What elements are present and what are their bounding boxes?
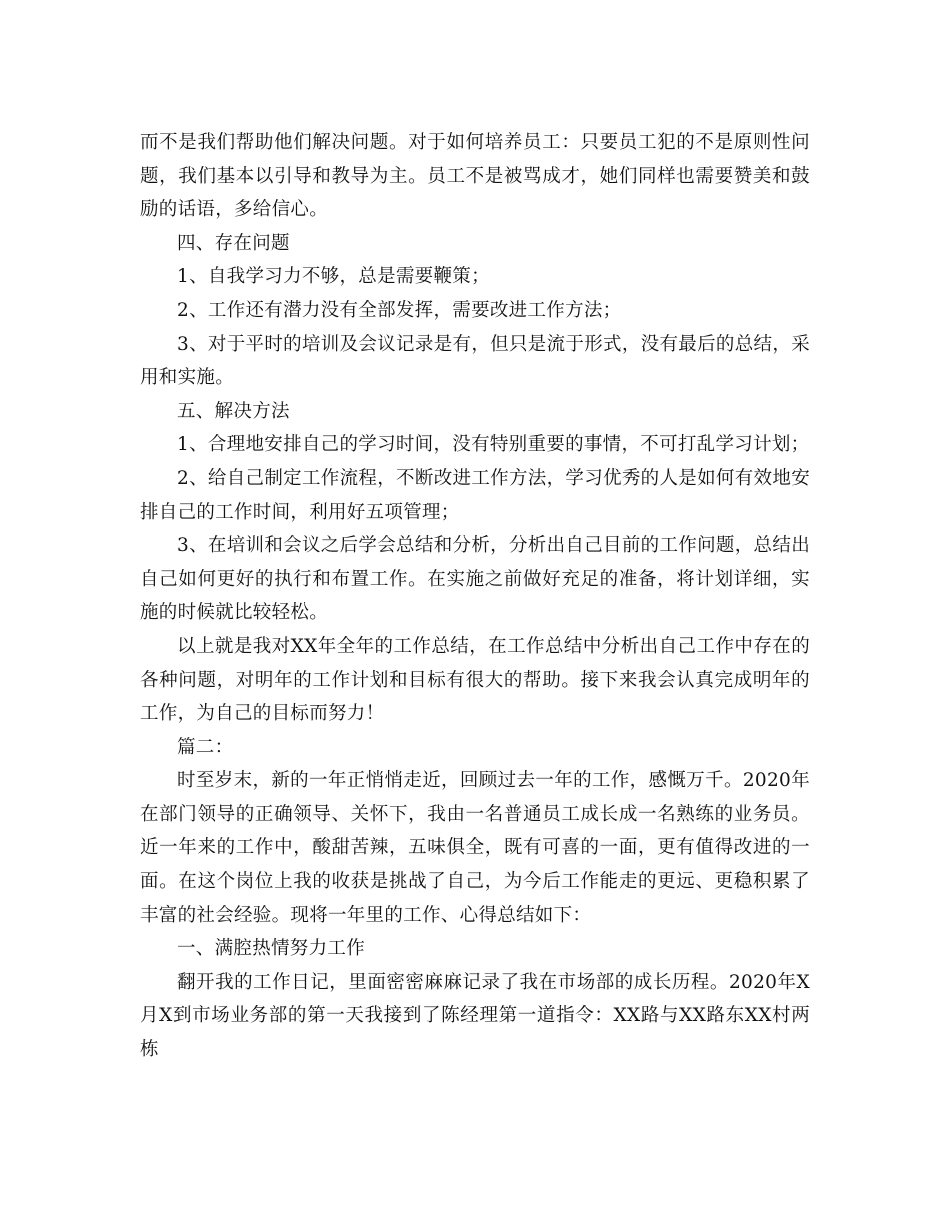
heading-enthusiastic-work: 一、满腔热情努力工作: [177, 938, 366, 960]
list-item-solution-3: 3、在培训和会议之后学会总结和分析，分析出自己目前的工作问题，总结出自己如何更好的执行和布置工作。在实施之前做好充足的准备，将计划详细，实施的时候就比较轻松。: [140, 535, 810, 624]
heading-solutions: 五、解决方法: [177, 400, 290, 422]
list-item-problem-3: 3、对于平时的培训及会议记录是有，但只是流于形式，没有最后的总结，采用和实施。: [140, 333, 810, 389]
paragraph-1: 而不是我们帮助他们解决问题。对于如何培养员工：只要员工犯的不是原则性问题，我们基本以引导和教导为主。员工不是被骂成才，她们同样也需要赞美和鼓励的话语，多给信心。: [140, 132, 810, 221]
paragraph-work-diary: 翻开我的工作日记，里面密密麻麻记录了我在市场部的成长历程。2020年X月X到市场业务部的第一天我接到了陈经理第一道指令：XX路与XX路东XX村两栋: [140, 971, 810, 1061]
heading-existing-problems: 四、存在问题: [177, 232, 290, 254]
list-item-problem-1: 1、自我学习力不够，总是需要鞭策；: [177, 266, 490, 288]
list-item-solution-1: 1、合理地安排自己的学习时间，没有特别重要的事情，不可打乱学习计划；: [177, 434, 810, 456]
section-title-part-two: 篇二：: [177, 736, 234, 758]
document-body: [140, 126, 810, 1067]
list-item-solution-2: 2、给自己制定工作流程，不断改进工作方法，学习优秀的人是如何有效地安排自己的工作时间，利用好五项管理；: [140, 467, 810, 523]
paragraph-conclusion: 以上就是我对XX年全年的工作总结，在工作总结中分析出自己工作中存在的各种问题，对明年的工作计划和目标有很大的帮助。接下来我会认真完成明年的工作，为自己的目标而努力！: [140, 635, 810, 725]
paragraph-intro-part-two: 时至岁末，新的一年正悄悄走近，回顾过去一年的工作，感慨万千。2020年在部门领导的正确领导、关怀下，我由一名普通员工成长成一名熟练的业务员。近一年来的工作中，酸甜苦辣，五味俱全，既有可喜的一面，更有值得改进的一面。在这个岗位上我的收获是挑战了自己，为今后工作能走的更远、更稳积累了丰富的社会经验。现将一年里的工作、心得总结如下：: [140, 770, 810, 926]
list-item-problem-2: 2、工作还有潜力没有全部发挥，需要改进工作方法；: [177, 299, 622, 321]
